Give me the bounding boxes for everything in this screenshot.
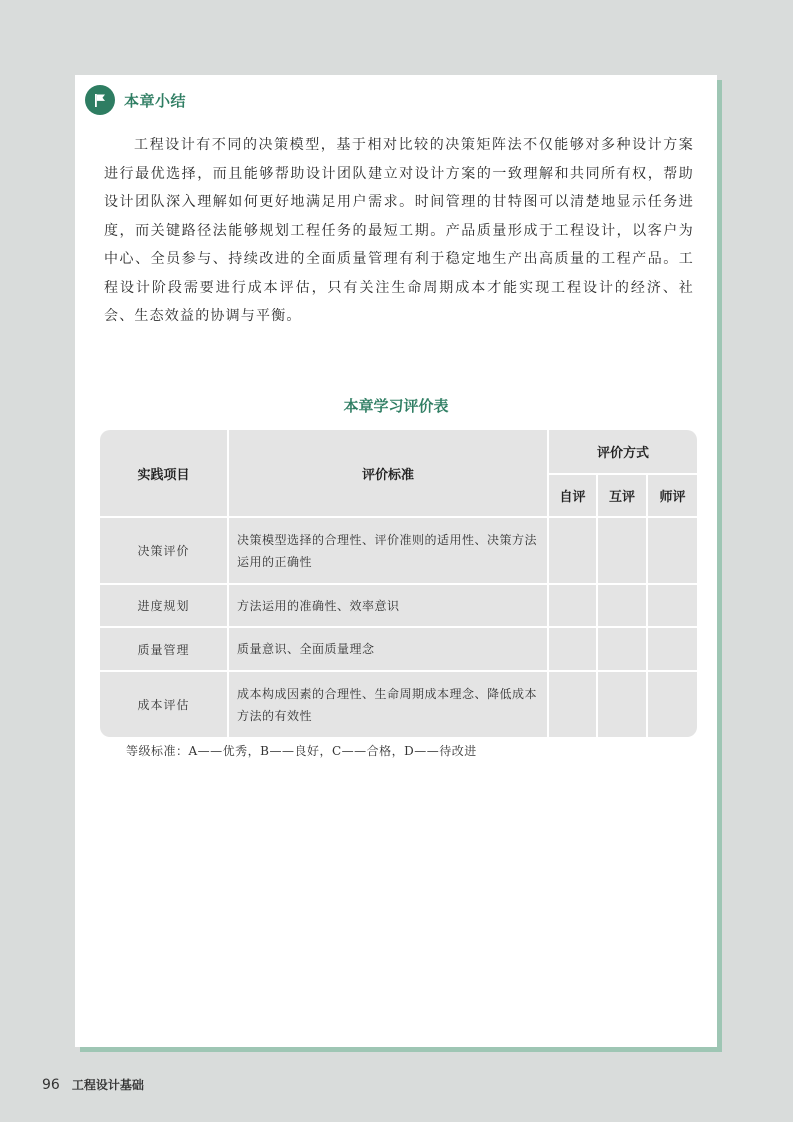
header-standard: 评价标准 [228,430,548,517]
evaluation-table [100,430,697,737]
header-project: 实践项目 [100,430,228,517]
peer-eval-cell[interactable] [597,671,647,737]
table-row [100,517,697,584]
teacher-eval-cell[interactable] [647,627,697,671]
row-standard: 方法运用的准确性、效率意识 [228,584,548,627]
flag-icon [85,85,115,115]
section-title: 本章小结 [124,91,187,110]
row-standard: 质量意识、全面质量理念 [228,627,548,671]
summary-paragraph: 工程设计有不同的决策模型，基于相对比较的决策矩阵法不仅能够对多种设计方案进行最优选择，而且能够帮助设计团队建立对设计方案的一致理解和共同所有权，帮助设计团队深入理解如何更好地满足用户需求。时间管理的甘特图可以清楚地显示任务进度，而关键路径法能够规划工程任务的最短工期。产品质量形成于工程设计，以客户为中心、全员参与、持续改进的全面质量管理有利于稳定地生产出高质量的工程产品。工程设计阶段需要进行成本评估，只有关注生命周期成本才能实现工程设计的经济、社会、生态效益的协调与平衡。 [104,137,694,324]
teacher-eval-cell[interactable] [647,671,697,737]
peer-eval-cell[interactable] [597,627,647,671]
row-standard: 决策模型选择的合理性、评价准则的适用性、决策方法运用的正确性 [228,517,548,584]
table-row [100,584,697,627]
table-title: 本章学习评价表 [343,397,449,415]
teacher-eval-cell[interactable] [647,584,697,627]
table-row [100,627,697,671]
row-project: 进度规划 [100,584,228,627]
page-number: 96 [42,1077,60,1093]
self-eval-cell[interactable] [548,517,597,584]
teacher-eval-cell[interactable] [647,517,697,584]
page-footer [42,1076,144,1093]
row-project: 决策评价 [100,517,228,584]
row-project: 质量管理 [100,627,228,671]
self-eval-cell[interactable] [548,627,597,671]
header-method: 评价方式 [548,430,697,474]
page [75,75,717,1047]
section-header [85,84,186,116]
header-self: 自评 [548,474,597,517]
header-peer: 互评 [597,474,647,517]
self-eval-cell[interactable] [548,584,597,627]
grade-standard-note: 等级标准：A——优秀，B——良好，C——合格，D——待改进 [126,744,477,758]
peer-eval-cell[interactable] [597,517,647,584]
self-eval-cell[interactable] [548,671,597,737]
row-project: 成本评估 [100,671,228,737]
header-teacher: 师评 [647,474,697,517]
book-title: 工程设计基础 [71,1078,144,1092]
table-row [100,671,697,737]
peer-eval-cell[interactable] [597,584,647,627]
row-standard: 成本构成因素的合理性、生命周期成本理念、降低成本方法的有效性 [228,671,548,737]
